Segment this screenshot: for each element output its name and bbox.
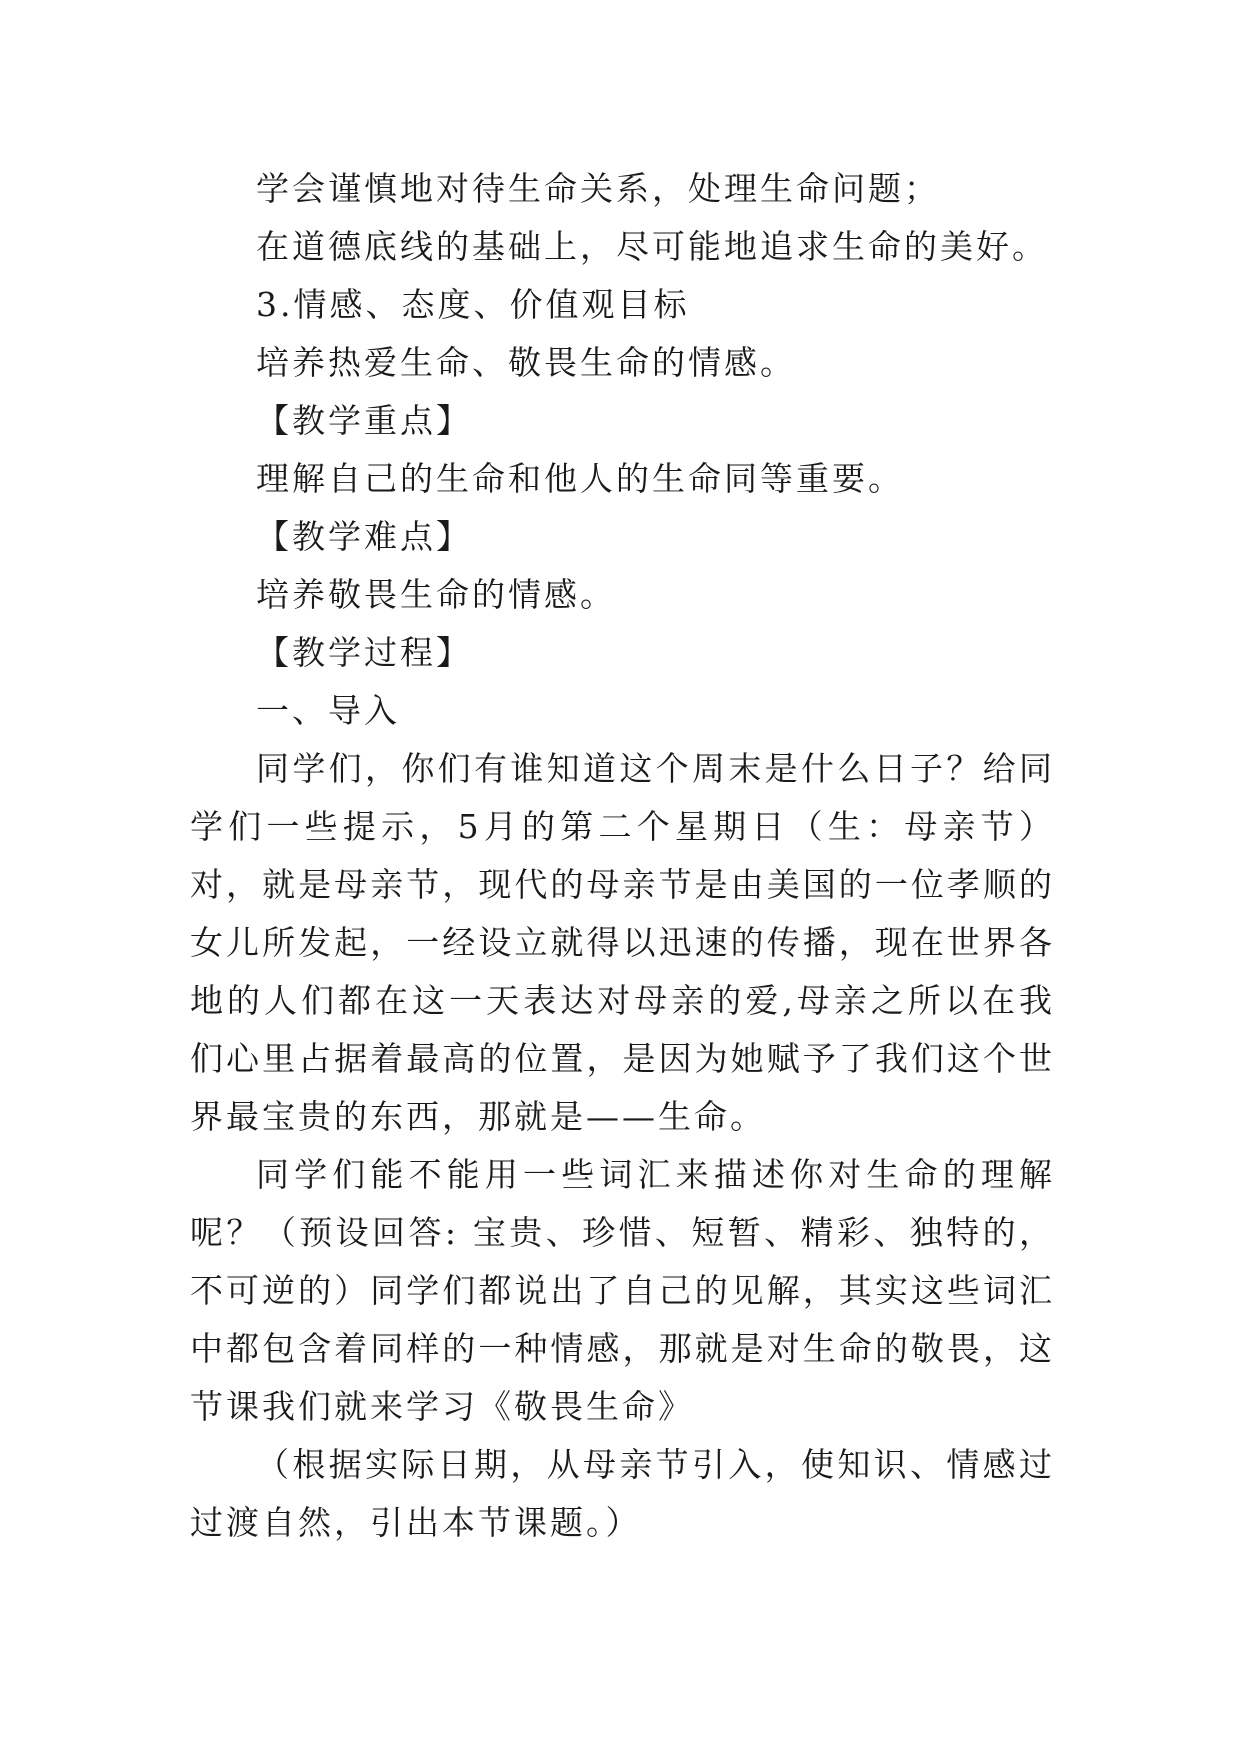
section-heading-difficulties: 【教学难点】 — [256, 517, 472, 556]
section-heading-key-points: 【教学重点】 — [256, 401, 472, 440]
text-line: 培养热爱生命、敬畏生命的情感。 — [256, 343, 796, 382]
section-heading-process: 【教学过程】 — [256, 633, 472, 672]
paragraph-mothers-day: 同学们，你们有谁知道这个周末是什么日子？给同学们一些提示，5月的第二个星期日（生：母亲节）对，就是母亲节，现代的母亲节是由美国的一位孝顺的女儿所发起，一经设立就得以迅速的传播，现在世界各地的人们都在这一天表达对母亲的爱,母亲之所以在我们心里占据着最高的位置，是因为她赋予了我们这个世界最宝贵的东西，那就是——生命。 — [190, 749, 1055, 1136]
text-line: 培养敬畏生命的情感。 — [256, 575, 616, 614]
section-heading: 3.情感、态度、价值观目标 — [256, 285, 690, 324]
paragraph-life-words: 同学们能不能用一些词汇来描述你对生命的理解呢？（预设回答: 宝贵、珍惜、短暂、精彩、独特的，不可逆的）同学们都说出了自己的见解，其实这些词汇中都包含着同样的一种情感，那就是对生命的敬畏，这节课我们就来学习《敬畏生命》 — [190, 1155, 1055, 1426]
text-line: 学会谨慎地对待生命关系，处理生命问题； — [256, 169, 940, 208]
subsection-heading-intro: 一、导入 — [256, 691, 400, 730]
text-line: 在道德底线的基础上，尽可能地追求生命的美好。 — [256, 227, 1048, 266]
paragraph-design-note: （根据实际日期，从母亲节引入，使知识、情感过过渡自然，引出本节课题。） — [190, 1445, 1055, 1542]
text-line: 理解自己的生命和他人的生命同等重要。 — [256, 459, 904, 498]
document-body — [190, 160, 1055, 1552]
